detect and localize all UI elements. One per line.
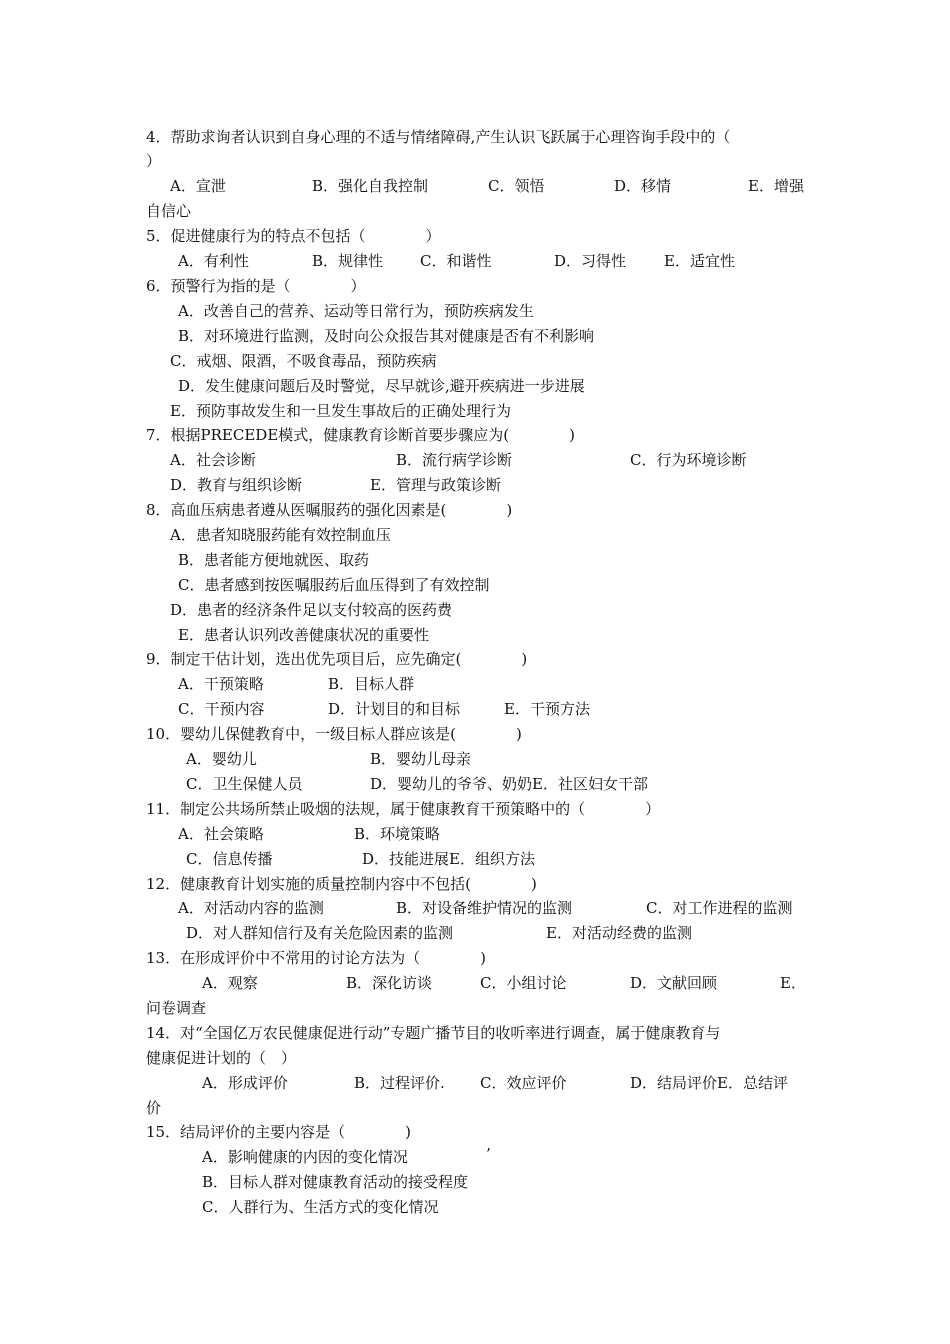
- question-5-option-b: B．规律性: [312, 252, 384, 270]
- question-4-option-c: C．领悟: [488, 177, 545, 195]
- question-14-option-e-cont: 价: [146, 1099, 162, 1117]
- question-8-option-b: B．患者能方便地就医、取药: [178, 551, 370, 569]
- question-9-stem: 9．制定干估计划，选出优先项目后，应先确定( ): [146, 650, 528, 668]
- question-13-option-d: D．文献回顾: [630, 974, 718, 992]
- question-14-option-b: B．过程评价.: [354, 1074, 445, 1092]
- question-8-option-a: A．患者知晓服药能有效控制血压: [170, 526, 391, 544]
- question-5-option-a: A．有利性: [178, 252, 249, 270]
- question-12-option-b: B．对设备维护情况的监测: [396, 899, 573, 917]
- question-6-option-c: C．戒烟、限酒，不吸食毒品，预防疾病: [170, 352, 437, 370]
- question-7-option-c: C．行为环境诊断: [630, 451, 747, 469]
- question-11-option-a: A．社会策略: [178, 825, 264, 843]
- question-13-option-e-cont: 问卷调查: [146, 999, 207, 1017]
- question-10-stem: 10．婴幼儿保健教育中，一级目标人群应该是( ): [146, 725, 522, 743]
- question-6-stem: 6．预警行为指的是（ ）: [146, 277, 366, 295]
- question-10-option-c: C．卫生保健人员: [186, 775, 303, 793]
- question-15-stem: 15．结局评价的主要内容是（ ): [146, 1123, 411, 1141]
- question-10-option-d-e: D．婴幼儿的爷爷、奶奶E．社区妇女干部: [370, 775, 648, 793]
- question-10-option-b: B．婴幼儿母亲: [370, 750, 472, 768]
- question-14-option-c: C．效应评价: [480, 1074, 567, 1092]
- question-5-option-d: D．习得性: [554, 252, 627, 270]
- question-5-option-e: E．适宜性: [664, 252, 735, 270]
- question-5-stem: 5．促进健康行为的特点不包括（ ）: [146, 227, 441, 245]
- question-12-option-c: C．对工作进程的监测: [646, 899, 793, 917]
- question-4-option-a: A．宣泄: [170, 177, 226, 195]
- question-7-option-d: D．教育与组织诊断: [170, 476, 303, 494]
- question-11-stem: 11．制定公共场所禁止吸烟的法规，属于健康教育干预策略中的（ ）: [146, 800, 661, 818]
- question-6-option-d: D．发生健康问题后及时警觉，尽早就诊,避开疾病进一步进展: [178, 377, 585, 395]
- question-13-option-c: C．小组讨论: [480, 974, 567, 992]
- question-9-option-e: E．干预方法: [504, 700, 590, 718]
- question-11-option-c: C．信息传播: [186, 850, 273, 868]
- question-4-option-e: E．增强: [748, 177, 804, 195]
- question-11-option-b: B．环境策略: [354, 825, 441, 843]
- question-4-stem-cont: ）: [146, 152, 162, 170]
- question-4-stem: 4．帮助求询者认识到自身心理的不适与情绪障碍,产生认识飞跃属于心理咨询手段中的（: [146, 128, 731, 146]
- question-14-stem: 14．对“全国亿万农民健康促进行动”专题广播节目的收听率进行调查，属于健康教育与: [146, 1024, 721, 1042]
- question-13-option-b: B．深化访谈: [346, 974, 433, 992]
- question-8-stem: 8．高血压病患者遵从医嘱服药的强化因素是( ): [146, 501, 513, 519]
- question-12-option-e: E．对活动经费的监测: [546, 924, 692, 942]
- question-4-option-e-cont: 自信心: [146, 202, 192, 220]
- question-13-option-a: A．观察: [202, 974, 258, 992]
- question-7-stem: 7．根据PRECEDE模式，健康教育诊断首要步骤应为( ): [146, 426, 575, 444]
- question-6-option-a: A．改善自己的营养、运动等日常行为，预防疾病发生: [178, 302, 534, 320]
- question-6-option-e: E．预防事故发生和一旦发生事故后的正确处理行为: [170, 402, 511, 420]
- question-10-option-a: A．婴幼儿: [186, 750, 257, 768]
- question-15-option-c: C．人群行为、生活方式的变化情况: [202, 1198, 439, 1216]
- question-7-option-a: A．社会诊断: [170, 451, 256, 469]
- question-5-option-c: C．和谐性: [420, 252, 492, 270]
- question-14-stem-cont: 健康促进计划的（ ）: [146, 1049, 297, 1067]
- question-12-option-a: A．对活动内容的监测: [178, 899, 324, 917]
- question-11-option-d-e: D．技能进展E．组织方法: [362, 850, 535, 868]
- question-4-option-b: B．强化自我控制: [312, 177, 429, 195]
- question-15-option-a: A．影响健康的内因的变化情况: [202, 1148, 408, 1166]
- question-13-stem: 13．在形成评价中不常用的讨论方法为（ ): [146, 949, 486, 967]
- question-15-option-b: B．目标人群对健康教育活动的接受程度: [202, 1173, 469, 1191]
- question-14-option-d-e: D．结局评价E．总结评: [630, 1074, 788, 1092]
- question-12-option-d: D．对人群知信行及有关危险因素的监测: [186, 924, 454, 942]
- question-4-option-d: D．移情: [614, 177, 672, 195]
- question-9-option-c: C．干预内容: [178, 700, 265, 718]
- question-8-option-e: E．患者认识列改善健康状况的重要性: [178, 626, 429, 644]
- question-6-option-b: B．对环境进行监测，及时向公众报告其对健康是否有不利影响: [178, 327, 595, 345]
- question-9-option-b: B．目标人群: [328, 675, 415, 693]
- question-7-option-b: B．流行病学诊断: [396, 451, 513, 469]
- question-9-option-a: A．干预策略: [178, 675, 264, 693]
- question-7-option-e: E．管理与政策诊断: [370, 476, 501, 494]
- question-12-stem: 12．健康教育计划实施的质量控制内容中不包括( ): [146, 875, 537, 893]
- question-9-option-d: D．计划目的和目标: [328, 700, 461, 718]
- question-8-option-c: C．患者感到按医嘱服药后血压得到了有效控制: [178, 576, 490, 594]
- stray-apostrophe: ’: [486, 1145, 491, 1163]
- question-13-option-e: E．: [780, 974, 806, 992]
- question-8-option-d: D．患者的经济条件足以支付较高的医药费: [170, 601, 453, 619]
- question-14-option-a: A．形成评价: [202, 1074, 288, 1092]
